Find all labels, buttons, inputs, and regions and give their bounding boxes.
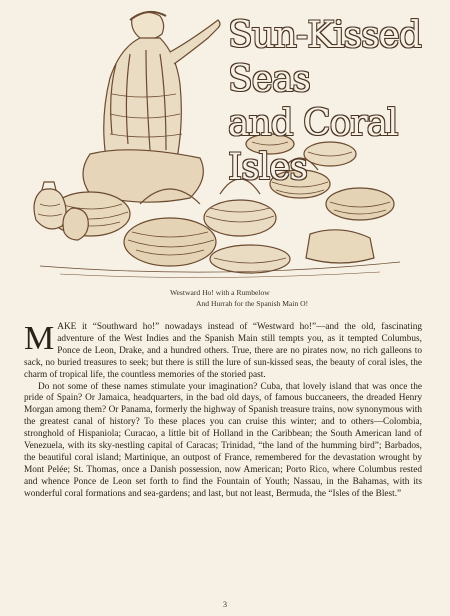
paragraph-1-container [24,322,422,382]
paragraph-2: Do not some of these names stimulate your imagination? Cuba, that lovely island that was once the pride of Spain? Or Jamaica, headquarters, in the bad old days, of famous buccaneers, the dreaded Henry Morgan among them? Or Panama, formerly the highway of Spanish treasure trains, now synonymous with the greatest canal of history? To these places you can cruise this winter; and to others—Colombia, stronghold of Hispaniola; Curacao, a little bit of Holland in the Caribbean; the South American land of Venezuela, with its sky-nestling capital of Caracas; Trinidad, “the land of the humming bird”; Barbados, the beautiful coral island; Martinique, an outpost of France, remembered for the devastation wrought by Mont Pelée; St. Thomas, once a Danish possession, now American; Porto Rico, where Columbus rested and whence Ponce de Leon set forth to find the Fountain of Youth; Nassau, in the Bahamas, with its wonderful coral formations and sea-gardens; and last, but not least, Bermuda, the “Isles of the Blest.” [24,381,422,499]
caption-line-2: And Hurrah for the Spanish Main O! [196,298,309,308]
drop-cap: M [24,320,55,357]
title-line-2: and Coral Isles [228,103,398,188]
article-body [24,322,422,501]
article-title [228,14,438,190]
caption-line-1: Westward Ho! with a Rumbelow [170,288,270,297]
pottery-jugs [34,182,88,240]
page-number: 3 [223,600,227,609]
title-line-1: Sun-Kissed Seas [228,15,421,100]
vendor-figure [83,12,220,202]
paragraph-1: AKE it “Southward ho!” nowadays instead of “Westward ho!”—and the old, fascinating adventure of the West Indies and the Spanish Main still tempts you, as it tempted Columbus, Ponce de Leon, Drake, and a hundred others. True, there are no pirates now, no rich galleons to sack, no buried treasures to seek; but there is still the lure of sun-kissed seas, the beauty of coral isles, the charm of tropical life, the countless memories of the storied past. [24,322,422,380]
